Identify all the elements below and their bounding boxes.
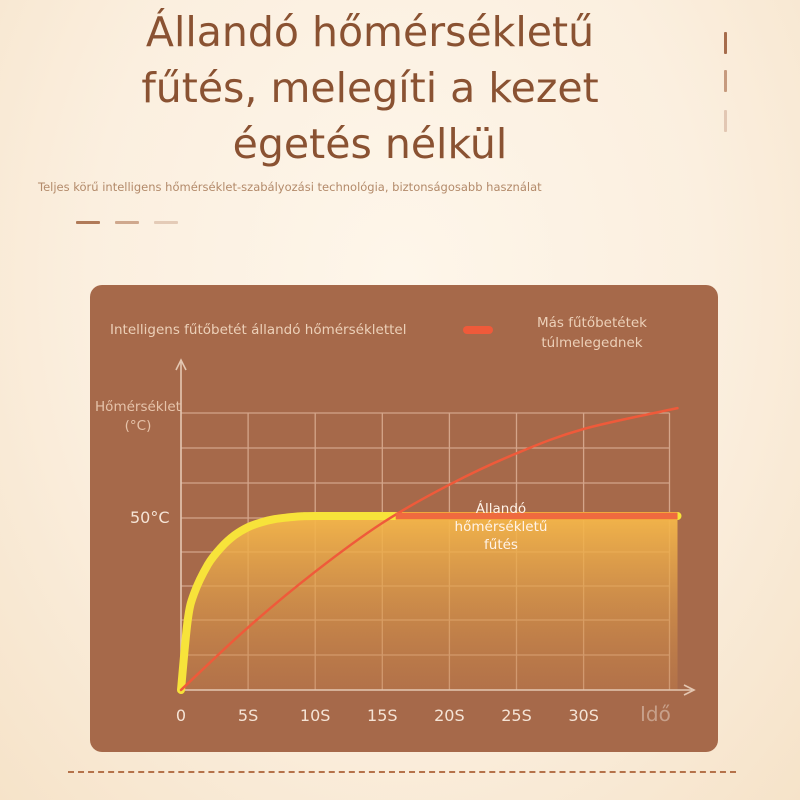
x-tick-label: 5S	[237, 706, 259, 725]
x-tick-label: 0	[175, 706, 187, 725]
x-axis-label: Idő	[640, 702, 671, 726]
x-tick-label: 20S	[434, 706, 465, 725]
y-axis-label: Hőmérséklet (°C)	[95, 399, 181, 434]
y-tick-label: 50°C	[130, 508, 170, 527]
constant-heat-area	[181, 516, 678, 690]
x-tick-label: 15S	[367, 706, 398, 725]
legend-overheat-label: Más fűtőbetétek túlmelegednek	[537, 315, 647, 351]
x-tick-label: 25S	[501, 706, 532, 725]
headline-line-2: fűtés, melegíti a kezet	[141, 64, 599, 112]
subtitle: Teljes körű intelligens hőmérséklet-szabályozási technológia, biztonságosabb használat	[38, 180, 542, 194]
annotation-constant: Állandó hőmérsékletű fűtés	[454, 501, 548, 553]
x-tick-label: 10S	[299, 706, 331, 725]
bottom-dashed-rule	[68, 771, 736, 773]
legend-constant-label: Intelligens fűtőbetét állandó hőmérséklettel	[110, 322, 407, 338]
legend-overheat-swatch	[463, 326, 493, 334]
headline-line-3: égetés nélkül	[232, 120, 508, 168]
headline-line-1: Állandó hőmérsékletű	[145, 8, 595, 56]
x-tick-label: 30S	[568, 706, 599, 725]
